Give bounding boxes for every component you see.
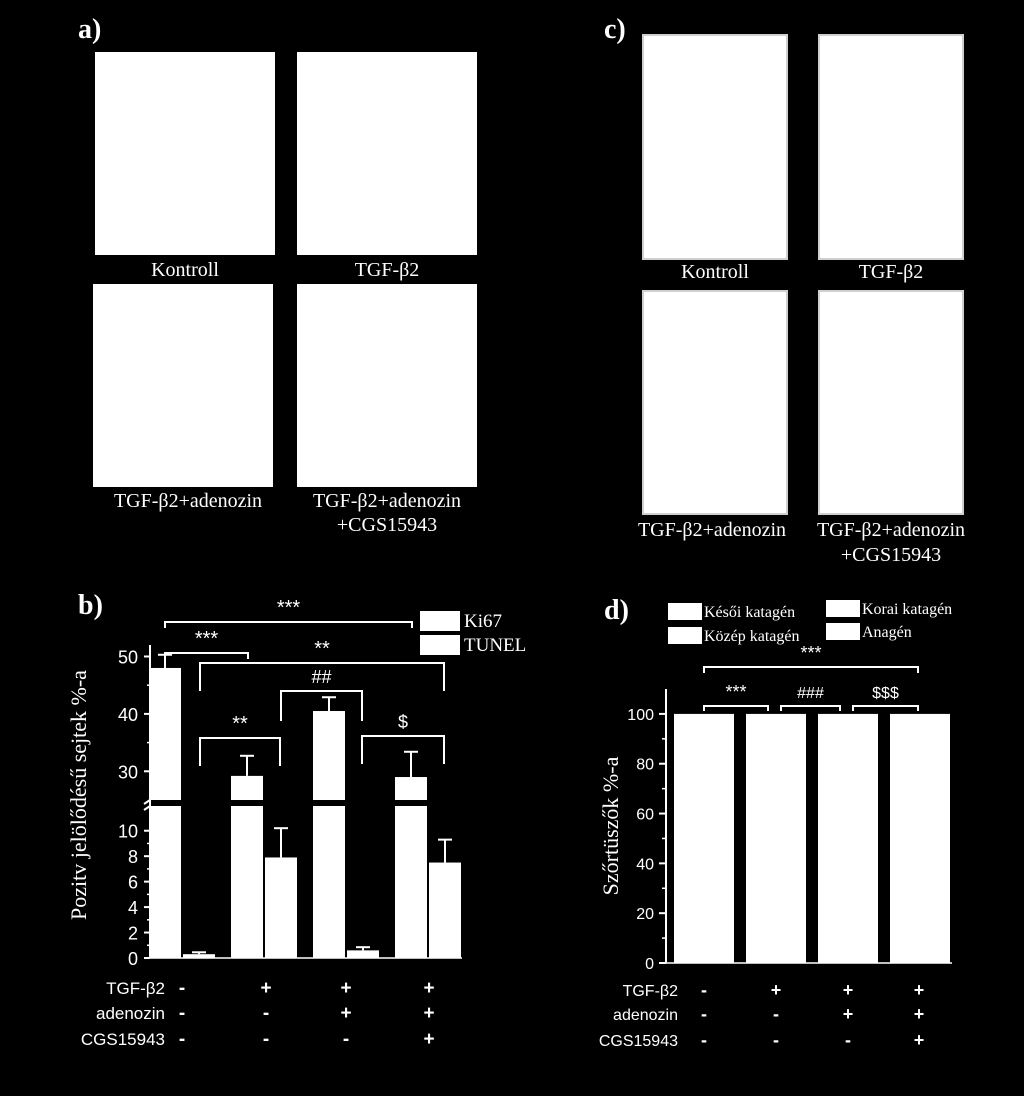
b-legend-swatch-ki67 xyxy=(420,611,460,631)
b-treatment-sign: - xyxy=(342,1029,350,1050)
b-ytick-label: 0 xyxy=(127,949,138,969)
panel-d-label: d) xyxy=(604,595,629,626)
caption-a-tgf-adenozin: TGF-β2+adenozin xyxy=(113,490,263,512)
d-ytick-label: 20 xyxy=(636,906,654,924)
d-treatment-label: adenozin xyxy=(613,1007,678,1024)
d-treatment-sign: - xyxy=(701,1030,707,1050)
b-sig-tgf-ki67-tunel xyxy=(200,738,280,766)
d-bar-anagen xyxy=(674,714,734,963)
d-sig-kontroll-cgs xyxy=(704,667,918,673)
d-treatment-sign: + xyxy=(913,980,925,1000)
d-ytick-label: 60 xyxy=(636,806,654,824)
d-treatment-sign: + xyxy=(770,980,782,1000)
b-sig-adenozin-cgs-label: $ xyxy=(397,712,409,732)
d-treatment-sign: + xyxy=(913,1004,925,1024)
caption-c-tgf-adenozin-cgs-2: +CGS15943 xyxy=(840,544,942,566)
d-ytick-label: 0 xyxy=(645,956,654,973)
b-treatment-sign: + xyxy=(423,978,435,999)
d-treatment-sign: - xyxy=(701,1004,707,1024)
d-sig-kontroll-tgf xyxy=(704,706,768,711)
b-ytick-label: 50 xyxy=(117,647,138,668)
d-legend-swatch xyxy=(826,600,860,617)
b-treatment-label: CGS15943 xyxy=(80,1030,165,1049)
panel-a-label: a) xyxy=(78,14,102,45)
d-legend-label: Késői katagén xyxy=(704,604,796,621)
b-break-gap xyxy=(151,800,461,806)
b-treatment-sign: - xyxy=(178,1029,186,1050)
d-bar-anagen xyxy=(818,714,878,963)
b-sig-tgf-adenozin-label: ## xyxy=(311,667,332,687)
b-ytick-label: 4 xyxy=(127,898,138,919)
b-treatment-sign: - xyxy=(178,1003,186,1024)
caption-c-kontroll: Kontroll xyxy=(681,261,749,283)
b-bar-tunel xyxy=(265,857,297,958)
d-sig-tgf-adenozin xyxy=(781,706,840,711)
d-treatment-sign: - xyxy=(773,1004,779,1024)
d-legend-label: Anagén xyxy=(862,624,912,641)
b-ytick-label: 30 xyxy=(117,762,138,783)
d-bar-anagen xyxy=(746,714,806,963)
b-legend-swatch-tunel xyxy=(420,635,460,655)
d-sig-adenozin-cgs-label: $$$ xyxy=(872,685,899,702)
b-sig-kontroll-tgf-label: *** xyxy=(194,628,219,650)
b-bar-ki67 xyxy=(313,711,345,958)
panel-b-label: b) xyxy=(78,590,103,621)
b-treatment-sign: + xyxy=(340,1003,352,1024)
d-treatment-label: TGF-β2 xyxy=(622,983,678,1000)
d-treatment-sign: - xyxy=(845,1030,851,1050)
d-treatment-sign: - xyxy=(701,980,707,1000)
caption-a-tgf: TGF-β2 xyxy=(354,259,420,281)
d-legend-label: Közép katagén xyxy=(704,628,800,645)
b-treatment-sign: + xyxy=(340,978,352,999)
caption-a-tgf-adenozin-cgs-2: +CGS15943 xyxy=(336,514,438,536)
d-treatment-sign: - xyxy=(773,1030,779,1050)
caption-a-kontroll: Kontroll xyxy=(151,259,219,281)
d-ylabel: Szőrtüszők %-a xyxy=(598,756,623,896)
b-treatment-sign: - xyxy=(262,1003,270,1024)
d-legend-swatch xyxy=(668,627,702,644)
caption-c-tgf-adenozin: TGF-β2+adenozin xyxy=(637,519,787,541)
b-ytick-label: 40 xyxy=(117,704,138,725)
d-ytick-label: 40 xyxy=(636,856,654,874)
d-treatment-sign: + xyxy=(842,980,854,1000)
d-sig-kontroll-tgf-label: *** xyxy=(725,682,747,702)
b-sig-kontroll-tgf xyxy=(165,653,248,659)
d-ytick-label: 100 xyxy=(627,706,654,724)
d-bar-anagen xyxy=(890,714,950,963)
b-sig-kontroll-cgs-tunel-label: ** xyxy=(314,638,330,660)
caption-a-tgf-adenozin-cgs-1: TGF-β2+adenozin xyxy=(312,490,462,512)
panel-c-label: c) xyxy=(604,14,626,45)
caption-c-tgf: TGF-β2 xyxy=(858,261,924,283)
b-treatment-sign: + xyxy=(423,1029,435,1050)
b-sig-adenozin-cgs xyxy=(362,736,444,764)
d-legend-swatch xyxy=(668,603,702,620)
d-sig-kontroll-cgs-label: *** xyxy=(800,643,822,663)
b-legend-label-ki67: Ki67 xyxy=(464,611,502,632)
d-treatment-sign: + xyxy=(913,1030,925,1050)
b-ytick-label: 2 xyxy=(127,923,138,944)
caption-c-tgf-adenozin-cgs-1: TGF-β2+adenozin xyxy=(816,519,966,541)
b-legend-label-tunel: TUNEL xyxy=(464,635,527,656)
b-treatment-sign: - xyxy=(262,1029,270,1050)
b-treatment-sign: + xyxy=(423,1003,435,1024)
d-sig-tgf-adenozin-label: ### xyxy=(797,685,824,702)
d-sig-adenozin-cgs xyxy=(853,706,918,711)
b-ytick-label: 10 xyxy=(117,821,138,842)
b-treatment-sign: + xyxy=(260,978,272,999)
b-sig-kontroll-cgs-ki67-label: *** xyxy=(276,597,301,619)
b-sig-tgf-ki67-tunel-label: ** xyxy=(232,713,248,735)
d-legend-swatch xyxy=(826,623,860,640)
b-treatment-label: TGF-β2 xyxy=(106,979,165,998)
b-bar-ki67 xyxy=(149,668,181,958)
d-ytick-label: 80 xyxy=(636,756,654,774)
b-ytick-label: 6 xyxy=(127,872,138,893)
b-treatment-label: adenozin xyxy=(95,1004,165,1023)
b-bar-tunel xyxy=(347,950,379,958)
d-legend-label: Korai katagén xyxy=(862,601,953,618)
d-treatment-sign: + xyxy=(842,1004,854,1024)
b-ylabel: Pozitv jelölődésű sejtek %-a xyxy=(66,670,91,920)
b-bar-tunel xyxy=(429,863,461,958)
b-ytick-label: 8 xyxy=(127,847,138,868)
d-treatment-label: CGS15943 xyxy=(598,1033,678,1050)
b-treatment-sign: - xyxy=(178,978,186,999)
